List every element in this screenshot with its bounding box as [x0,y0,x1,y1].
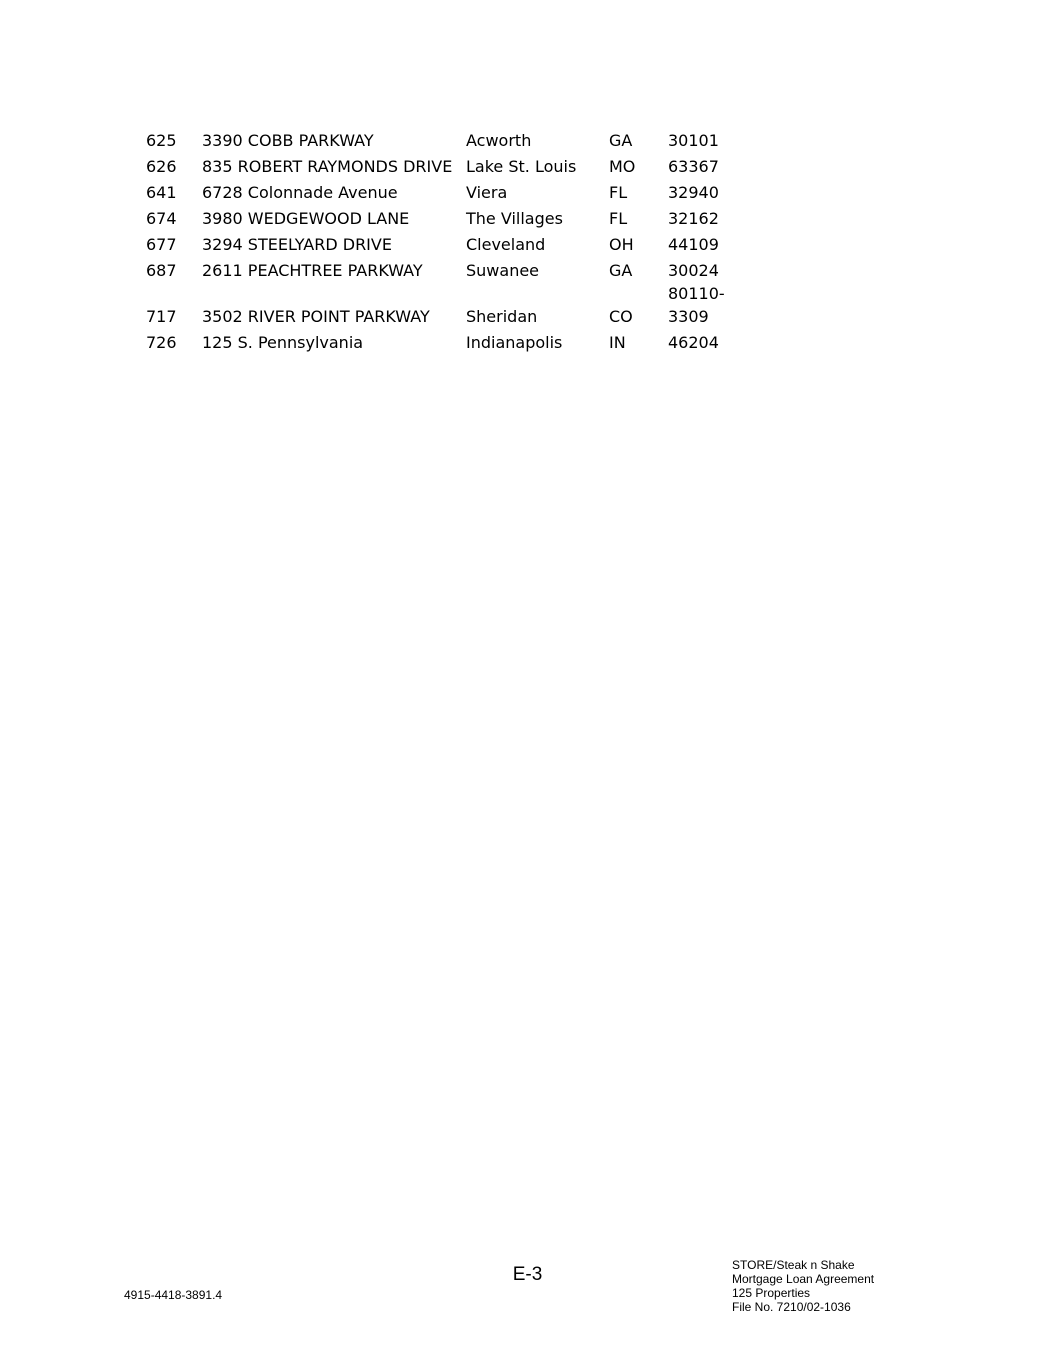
property-city: Suwanee [466,261,540,280]
property-zip-line2: 3309 [668,307,709,326]
property-city: Viera [466,183,508,202]
property-address: 125 S. Pennsylvania [202,333,364,352]
property-address: 6728 Colonnade Avenue [202,183,398,202]
property-state: MO [609,157,636,176]
property-id: 726 [146,333,177,352]
property-zip: 30024 [668,261,719,280]
property-id: 677 [146,235,177,254]
property-address: 3390 COBB PARKWAY [202,131,374,150]
property-id: 687 [146,261,177,280]
property-zip: 32940 [668,183,719,202]
property-city: Cleveland [466,235,546,254]
property-city: Indianapolis [466,333,563,352]
property-id: 625 [146,131,177,150]
property-address: 3980 WEDGEWOOD LANE [202,209,410,228]
property-city: The Villages [466,209,563,228]
property-state: IN [609,333,626,352]
property-address: 3502 RIVER POINT PARKWAY [202,307,430,326]
property-id: 717 [146,307,177,326]
property-zip: 30101 [668,131,719,150]
property-address: 3294 STEELYARD DRIVE [202,235,392,254]
property-state: GA [609,131,633,150]
property-city: Lake St. Louis [466,157,577,176]
property-address: 835 ROBERT RAYMONDS DRIVE [202,157,453,176]
property-id: 641 [146,183,177,202]
document-id: 4915-4418-3891.4 [124,1288,223,1302]
table-row [138,178,748,204]
property-state: CO [609,307,633,326]
table-row [138,204,748,230]
footer-info [732,1258,874,1314]
property-address: 2611 PEACHTREE PARKWAY [202,261,423,280]
footer-line-4: File No. 7210/02-1036 [732,1300,851,1314]
page-number: E-3 [512,1264,543,1285]
table-row [138,328,748,354]
property-zip: 46204 [668,333,719,352]
property-state: GA [609,261,633,280]
footer-line-3: 125 Properties [732,1286,811,1300]
property-zip [668,282,748,328]
property-city: Sheridan [466,307,538,326]
footer-line-2: Mortgage Loan Agreement [732,1272,875,1286]
table-row [138,126,748,152]
property-city: Acworth [466,131,532,150]
property-zip: 32162 [668,209,719,228]
property-state: OH [609,235,634,254]
property-zip: 63367 [668,157,719,176]
table-row [138,152,748,178]
property-id: 626 [146,157,177,176]
property-zip: 44109 [668,235,719,254]
property-zip-wrapped [668,282,725,328]
property-id: 674 [146,209,177,228]
table-row [138,256,748,282]
property-state: FL [609,209,628,228]
property-state: FL [609,183,628,202]
table-row [138,282,748,328]
property-table [138,126,748,354]
property-zip-line1: 80110- [668,284,725,303]
footer-line-1: STORE/Steak n Shake [732,1258,855,1272]
table-row [138,230,748,256]
